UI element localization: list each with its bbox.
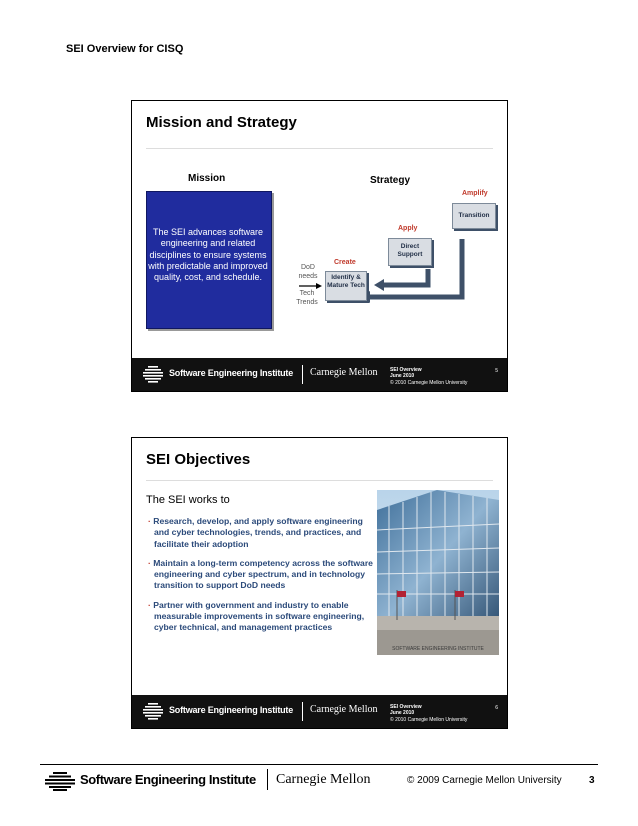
title-divider bbox=[146, 480, 493, 481]
slide-title: SEI Objectives bbox=[146, 451, 251, 468]
bullet-icon: · bbox=[148, 557, 151, 568]
identify-mature-tech-box: Identify & Mature Tech bbox=[325, 271, 367, 301]
footer-divider bbox=[267, 769, 268, 790]
direct-support-arrow bbox=[384, 269, 428, 285]
list-item bbox=[146, 558, 374, 592]
list-item bbox=[146, 516, 374, 550]
cmu-name: Carnegie Mellon bbox=[310, 704, 378, 715]
list-item bbox=[146, 600, 374, 634]
slide-title: Mission and Strategy bbox=[146, 114, 297, 131]
sei-name: Software Engineering Institute bbox=[169, 705, 294, 715]
dod-needs-label: DoD needs bbox=[298, 264, 318, 280]
bullet-text: Research, develop, and apply software engineering and cyber technologies, trends, and practices, and facilitate their adoption bbox=[153, 516, 363, 549]
strategy-label: Strategy bbox=[370, 175, 411, 186]
cmu-name: Carnegie Mellon bbox=[310, 367, 378, 378]
bullet-icon: · bbox=[148, 516, 151, 526]
direct-support-box: Direct Support bbox=[388, 238, 432, 266]
footer-copyright: © 2010 Carnegie Mellon University bbox=[390, 717, 468, 723]
direct-support-arrowhead bbox=[374, 279, 384, 291]
footer-copyright: © 2010 Carnegie Mellon University bbox=[390, 380, 468, 386]
strategy-arrows bbox=[132, 101, 507, 391]
page-header-title: SEI Overview for CISQ bbox=[66, 43, 184, 55]
footer-line-2: June 2010 bbox=[390, 373, 415, 379]
mission-label: Mission bbox=[188, 173, 226, 184]
bullet-text: Partner with government and industry to enable measurable improvements in software engineering, cyber technical, and management practices bbox=[153, 599, 365, 633]
sei-name: Software Engineering Institute bbox=[169, 368, 294, 378]
tech-trends-label: Tech Trends bbox=[296, 290, 318, 306]
sei-logo-icon bbox=[142, 702, 164, 720]
footer-divider bbox=[302, 702, 303, 721]
footer-copyright: © 2009 Carnegie Mellon University bbox=[407, 775, 562, 786]
slide-footer bbox=[132, 695, 507, 728]
objectives-intro: The SEI works to bbox=[146, 494, 230, 506]
footer-divider bbox=[302, 365, 303, 384]
transition-box: Transition bbox=[452, 203, 496, 229]
footer-line-2: June 2010 bbox=[390, 710, 415, 716]
slide-footer bbox=[132, 358, 507, 391]
page-number: 3 bbox=[589, 775, 595, 786]
create-label: Create bbox=[334, 259, 356, 266]
slide-sei-objectives bbox=[131, 437, 508, 729]
sei-building-photo bbox=[377, 490, 499, 655]
bullet-text: Maintain a long-term competency across the software engineering and cyber spectrum, and in technology transition to support DoD needs bbox=[153, 557, 373, 591]
page-footer-rule bbox=[40, 764, 598, 765]
slide-mission-strategy bbox=[131, 100, 508, 392]
sei-logo-icon bbox=[44, 771, 76, 791]
slide-number: 5 bbox=[495, 368, 498, 374]
footer-sei-name: Software Engineering Institute bbox=[80, 772, 256, 787]
bullet-icon: · bbox=[148, 599, 151, 610]
amplify-label: Amplify bbox=[462, 190, 488, 197]
footer-cmu-name: Carnegie Mellon bbox=[276, 772, 371, 787]
objectives-list bbox=[146, 516, 374, 642]
apply-label: Apply bbox=[398, 225, 418, 232]
photo-caption: SOFTWARE ENGINEERING INSTITUTE bbox=[392, 646, 484, 652]
footer-line-1: SEI Overview bbox=[390, 704, 422, 710]
footer-line-1: SEI Overview bbox=[390, 367, 422, 373]
slide-number: 6 bbox=[495, 705, 498, 711]
mission-text: The SEI advances software engineering and related disciplines to ensure systems with predictable and improved quality, cost, and schedule. bbox=[148, 227, 268, 283]
sei-logo-icon bbox=[142, 365, 164, 383]
